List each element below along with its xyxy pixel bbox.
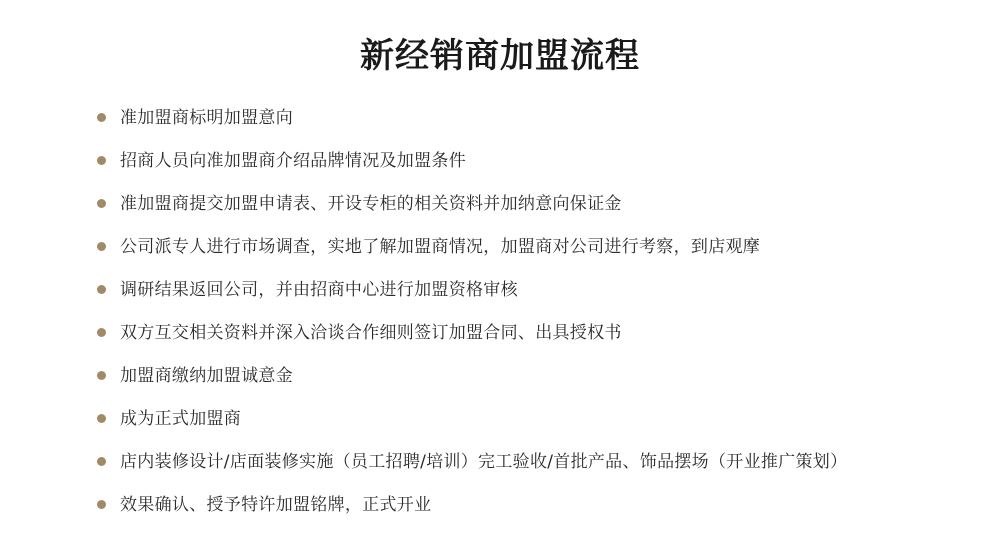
step-text: 双方互交相关资料并深入洽谈合作细则签订加盟合同、出具授权书	[120, 322, 622, 343]
bullet-dot-icon	[97, 500, 106, 509]
step-text: 店内装修设计/店面装修实施（员工招聘/培训）完工验收/首批产品、饰品摆场（开业推广策划）	[120, 451, 848, 472]
list-item	[97, 397, 977, 440]
list-item	[97, 225, 977, 268]
list-item	[97, 311, 977, 354]
bullet-dot-icon	[97, 328, 106, 337]
page-title: 新经销商加盟流程	[360, 36, 640, 76]
process-step-list	[97, 96, 977, 526]
list-item	[97, 483, 977, 526]
step-text: 调研结果返回公司，并由招商中心进行加盟资格审核	[120, 279, 518, 300]
bullet-dot-icon	[97, 156, 106, 165]
bullet-dot-icon	[97, 199, 106, 208]
bullet-dot-icon	[97, 113, 106, 122]
bullet-dot-icon	[97, 242, 106, 251]
list-item	[97, 268, 977, 311]
step-text: 成为正式加盟商	[120, 408, 242, 429]
step-text: 效果确认、授予特许加盟铭牌，正式开业	[120, 494, 432, 515]
step-text: 公司派专人进行市场调查，实地了解加盟商情况，加盟商对公司进行考察，到店观摩	[120, 236, 761, 257]
list-item	[97, 440, 977, 483]
list-item	[97, 182, 977, 225]
bullet-dot-icon	[97, 371, 106, 380]
bullet-dot-icon	[97, 414, 106, 423]
bullet-dot-icon	[97, 285, 106, 294]
list-item	[97, 139, 977, 182]
step-text: 加盟商缴纳加盟诚意金	[120, 365, 293, 386]
step-text: 准加盟商提交加盟申请表、开设专柜的相关资料并加纳意向保证金	[120, 193, 622, 214]
step-text: 准加盟商标明加盟意向	[120, 107, 293, 128]
list-item	[97, 96, 977, 139]
list-item	[97, 354, 977, 397]
step-text: 招商人员向准加盟商介绍品牌情况及加盟条件	[120, 150, 466, 171]
bullet-dot-icon	[97, 457, 106, 466]
